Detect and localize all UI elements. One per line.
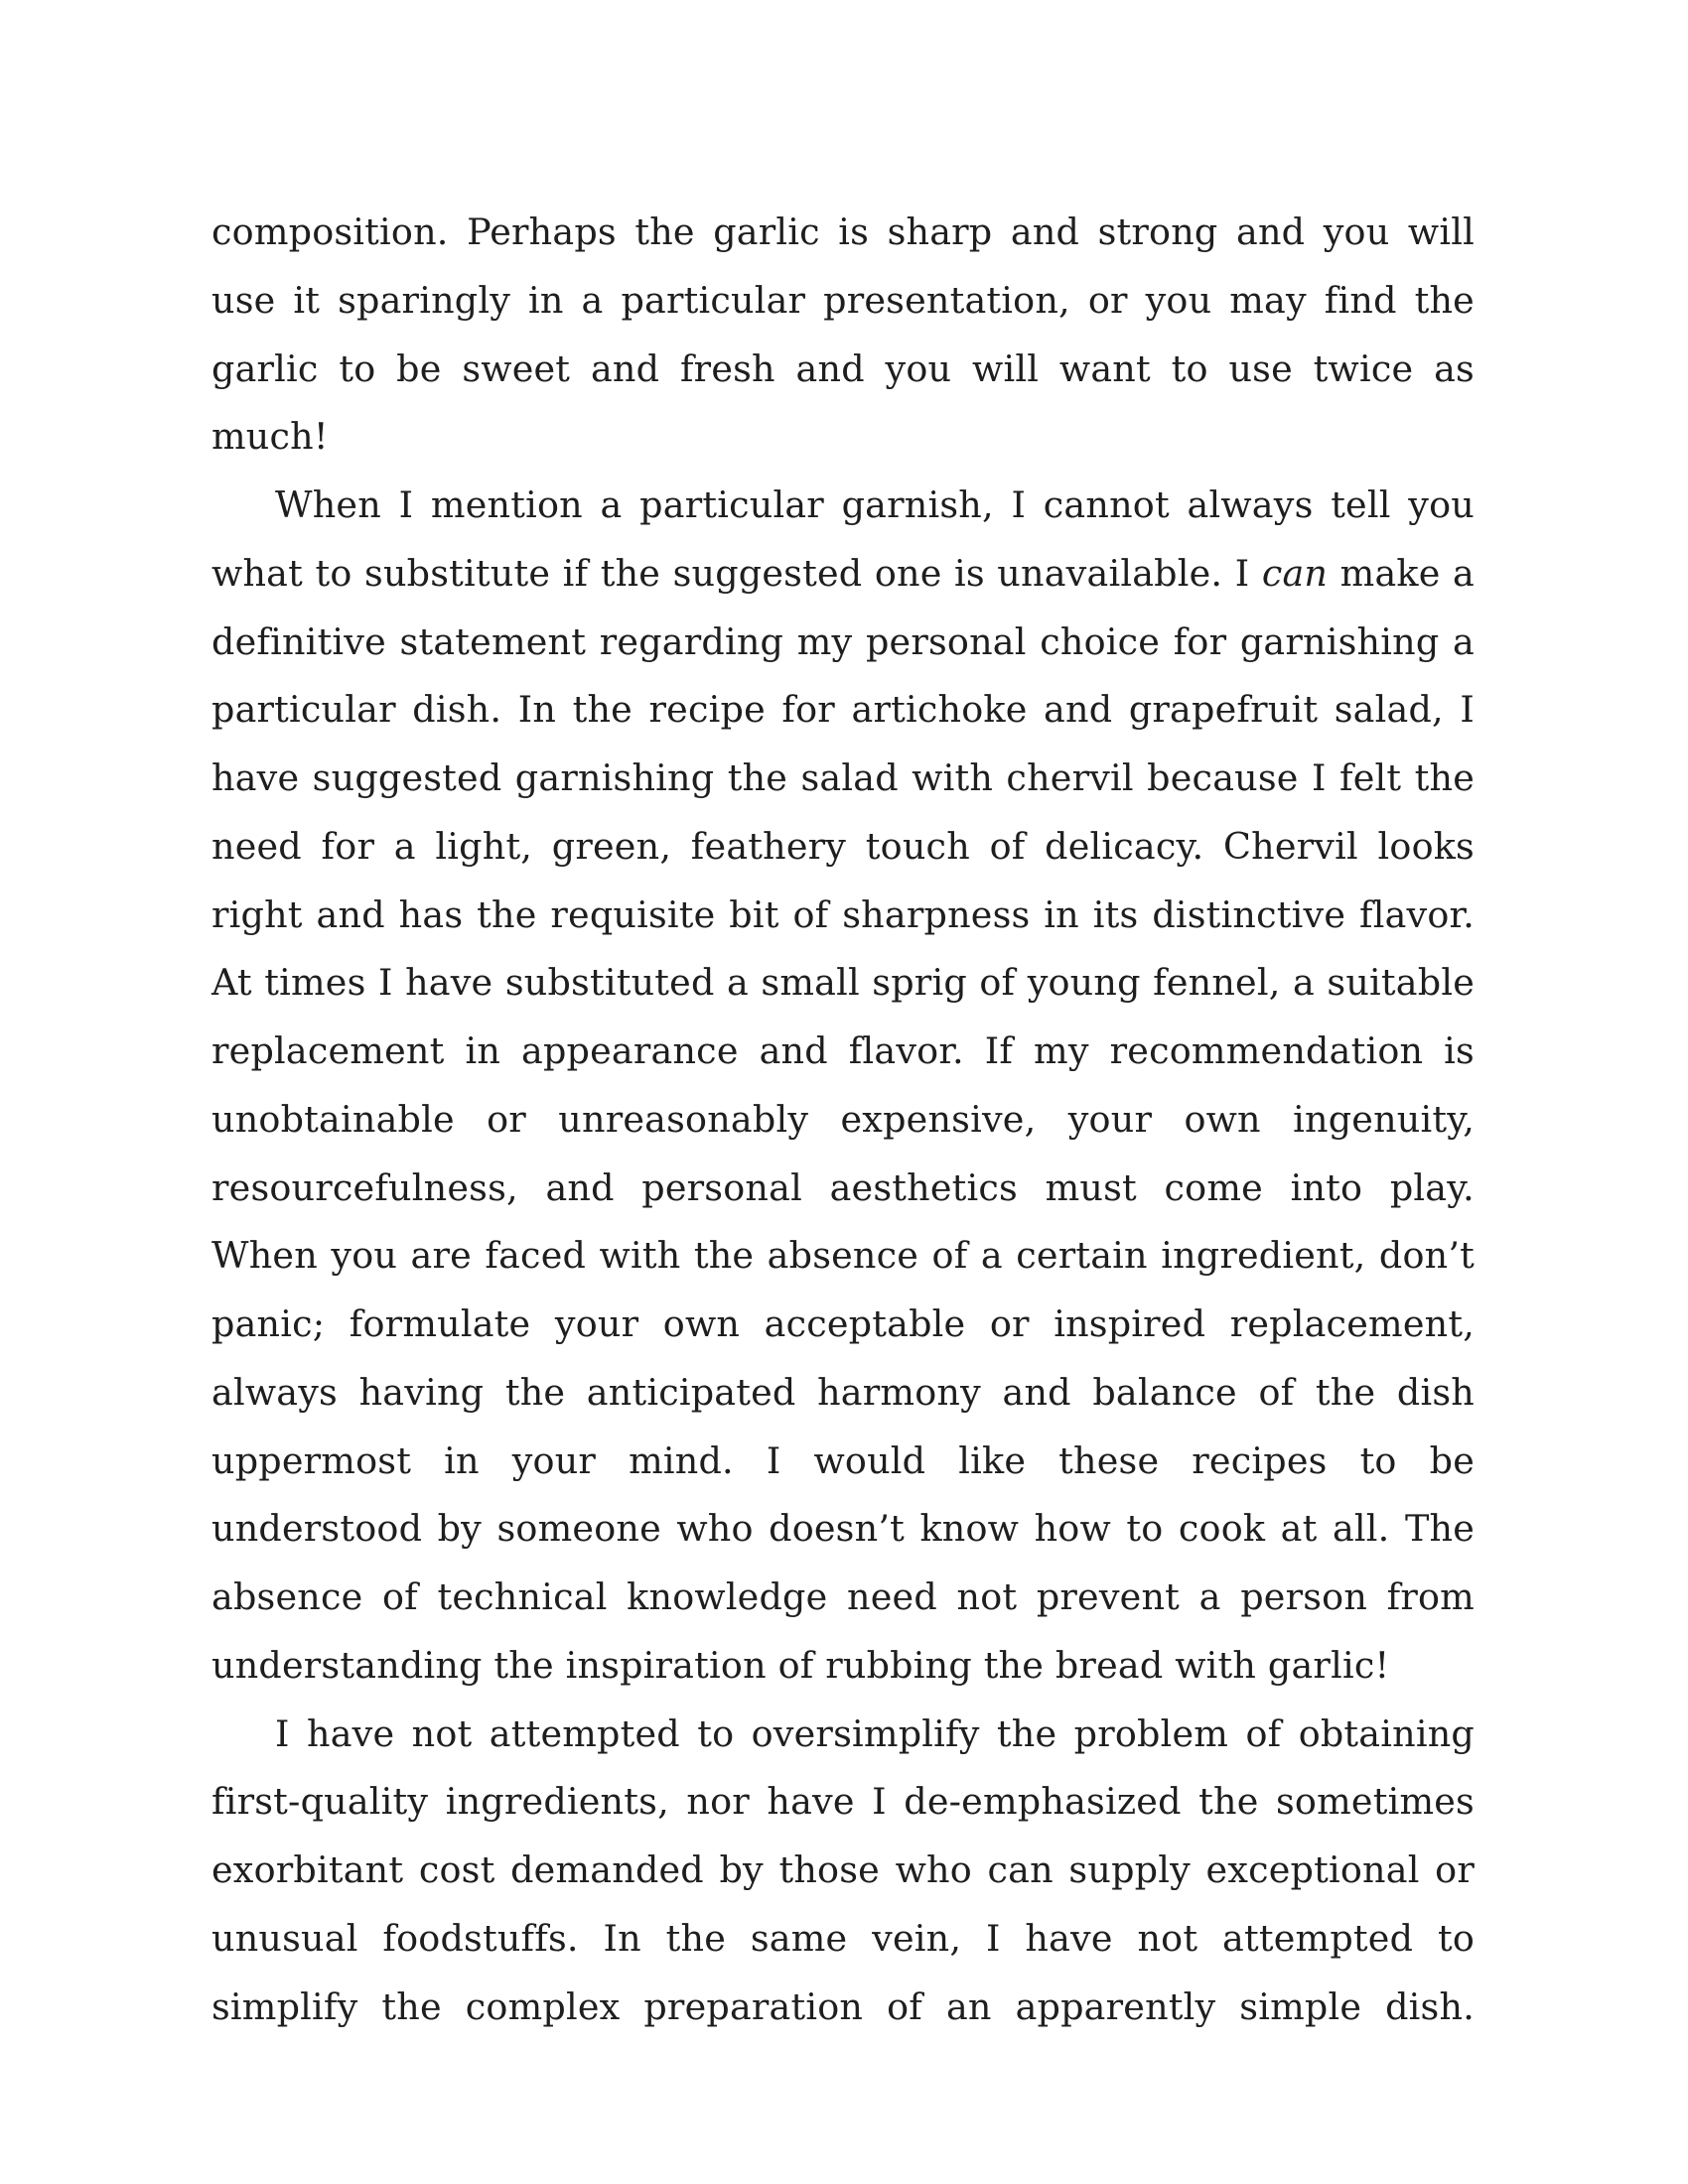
- paragraph-1: [211, 199, 1475, 472]
- paragraph-2-text-b: make a definitive statement regarding my personal choice for garnishing a particular dish. In the recipe for artichoke and grapefruit salad, I have suggested garnishing the salad with chervil because I felt the need for a light, green, feathery touch of delicacy. Chervil looks right and has the requisite bit of sharpness in its distinctive flavor. At times I have substituted a small sprig of young fennel, a suitable replacement in appearance and flavor. If my recommendation is unobtainable or unreasonably expensive, your own ingenuity, resourcefulness, and personal aesthetics must come into play. When you are faced with the absence of a certain ingredient, don’t panic; formulate your own acceptable or inspired replacement, always having the anticipated harmony and balance of the dish uppermost in your mind. I would like these recipes to be understood by someone who doesn’t know how to cook at all. The absence of technical knowledge need not prevent a person from understanding the inspiration of rubbing the bread with garlic!: [211, 551, 1475, 1687]
- paragraph-2-text-a: When I mention a particular garnish, I cannot always tell you what to substitute if the suggested one is unavailable. I: [211, 483, 1475, 595]
- paragraph-2-emphasis: can: [1261, 551, 1329, 595]
- paragraph-2: [211, 472, 1475, 1701]
- paragraph-3: [211, 1701, 1475, 2042]
- paragraph-1-text: composition. Perhaps the garlic is sharp and strong and you will use it sparingly in a particular presentation, or you may find the garlic to be sweet and fresh and you will want to use twice as much!: [211, 210, 1475, 459]
- paragraph-3-text: I have not attempted to oversimplify the problem of obtaining first-quality ingredients, nor have I de-emphasized the sometimes exorbitant cost demanded by those who can supply exceptional or unusual foodstuffs. In the same vein, I have not attempted to simplify the complex preparation of an apparently simple dish.: [211, 1711, 1475, 2028]
- page-body: [211, 199, 1475, 2041]
